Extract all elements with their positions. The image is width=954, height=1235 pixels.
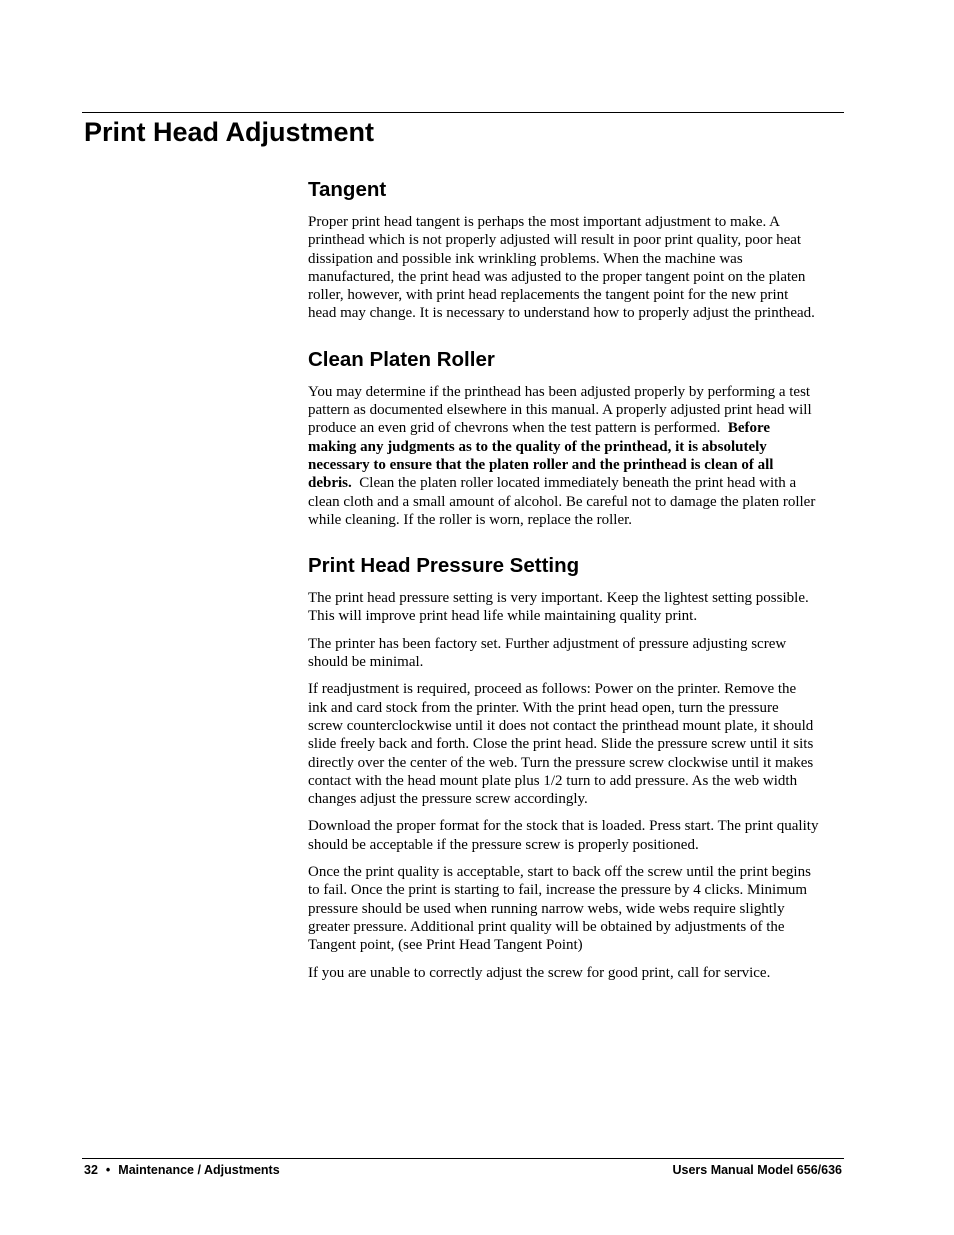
text-line: pressure should be used when running narrow webs, wide webs require slightly	[308, 900, 785, 917]
paragraph	[308, 863, 844, 954]
text-line: This will improve print head life while maintaining quality print.	[308, 608, 698, 625]
text-run: Clean the platen roller located immediately beneath the print head with a	[359, 475, 797, 492]
text-line: The print head pressure setting is very important. Keep the lightest setting possible.	[308, 590, 809, 607]
bold-text-line: making any judgments as to the quality of the printhead, it is absolutely	[308, 438, 767, 455]
section-print-head-pressure-setting	[308, 552, 844, 982]
text-line: If you are unable to correctly adjust the screw for good print, call for service.	[308, 964, 771, 981]
text-line	[308, 474, 844, 492]
text-line: changes adjust the pressure screw accordingly.	[308, 791, 588, 808]
text-line: to fail. Once the print is starting to fail, increase the pressure by 4 clicks. Minimum	[308, 882, 808, 899]
text-line: printhead which is not properly adjusted will result in poor print quality, poor heat	[308, 232, 802, 249]
bold-text-run: Before	[727, 420, 771, 437]
text-line: ink and card stock from the printer. With the print head open, turn the pressure	[308, 699, 779, 716]
text-line: roller, however, with print head replacements the tangent point for the new print	[308, 287, 789, 304]
bold-text-run: debris.	[308, 475, 352, 492]
text-line: screw counterclockwise until it does not contact the printhead mount plate, it should	[308, 717, 814, 734]
paragraph	[308, 383, 844, 529]
text-line: You may determine if the printhead has been adjusted properly by performing a test	[308, 383, 811, 400]
footer-left	[84, 1162, 280, 1178]
text-line: The printer has been factory set. Further adjustment of pressure adjusting screw	[308, 635, 787, 652]
text-line: If readjustment is required, proceed as follows: Power on the printer. Remove the	[308, 681, 797, 698]
text-line: head may change. It is necessary to understand how to properly adjust the printhead.	[308, 305, 815, 322]
text-line: Once the print quality is acceptable, start to back off the screw until the print begins	[308, 864, 811, 881]
text-line: Proper print head tangent is perhaps the most important adjustment to make. A	[308, 214, 780, 230]
text-line: Tangent point, (see Print Head Tangent Point)	[308, 937, 583, 954]
paragraph	[308, 635, 844, 672]
paragraph	[308, 964, 844, 982]
text-line: slide freely back and forth. Close the print head. Slide the pressure screw until it sits	[308, 736, 814, 753]
section-clean-platen-roller	[308, 346, 844, 529]
page-title: Print Head Adjustment	[84, 117, 375, 147]
paragraph	[308, 213, 844, 323]
text-line	[308, 419, 844, 437]
text-line: contact with the head mount plate plus 1/2 turn to add pressure. As the web width	[308, 772, 798, 789]
text-line: while cleaning. If the roller is worn, replace the roller.	[308, 511, 633, 528]
footer-section-name: Maintenance / Adjustments	[118, 1163, 280, 1177]
text-line: pattern as documented elsewhere in this manual. A properly adjusted print head will	[308, 402, 812, 419]
bullet-icon: •	[105, 1163, 111, 1177]
section-tangent	[308, 176, 844, 323]
paragraph	[308, 817, 844, 854]
text-line: should be acceptable if the pressure screw is properly positioned.	[308, 836, 699, 853]
paragraph	[308, 589, 844, 626]
text-line: manufactured, the print head was adjusted to the proper tangent point on the platen	[308, 268, 806, 285]
section-heading-tangent: Tangent	[308, 178, 387, 201]
main-content	[308, 176, 844, 982]
section-heading-print-head-pressure-setting: Print Head Pressure Setting	[308, 554, 580, 578]
bold-text-line: necessary to ensure that the platen roller and the printhead is clean of all	[308, 456, 774, 473]
footer-manual-title: Users Manual Model 656/636	[672, 1163, 842, 1177]
text-line: should be minimal.	[308, 654, 424, 671]
paragraph	[308, 680, 844, 808]
footer-rule	[82, 1158, 844, 1159]
section-heading-clean-platen-roller: Clean Platen Roller	[308, 347, 495, 371]
text-line: greater pressure. Additional print quality will be obtained by adjustments of the	[308, 918, 785, 935]
text-line: Download the proper format for the stock that is loaded. Press start. The print quality	[308, 818, 819, 835]
text-line: clean cloth and a small amount of alcohol. Be careful not to damage the platen roller	[308, 493, 816, 510]
text-line: dissipation and possible ink wrinkling problems. When the machine was	[308, 250, 743, 267]
text-line: directly over the center of the web. Turn the pressure screw clockwise until it makes	[308, 754, 814, 771]
text-run: produce an even grid of chevrons when the test pattern is performed.	[308, 420, 721, 437]
page-number: 32	[84, 1163, 98, 1177]
